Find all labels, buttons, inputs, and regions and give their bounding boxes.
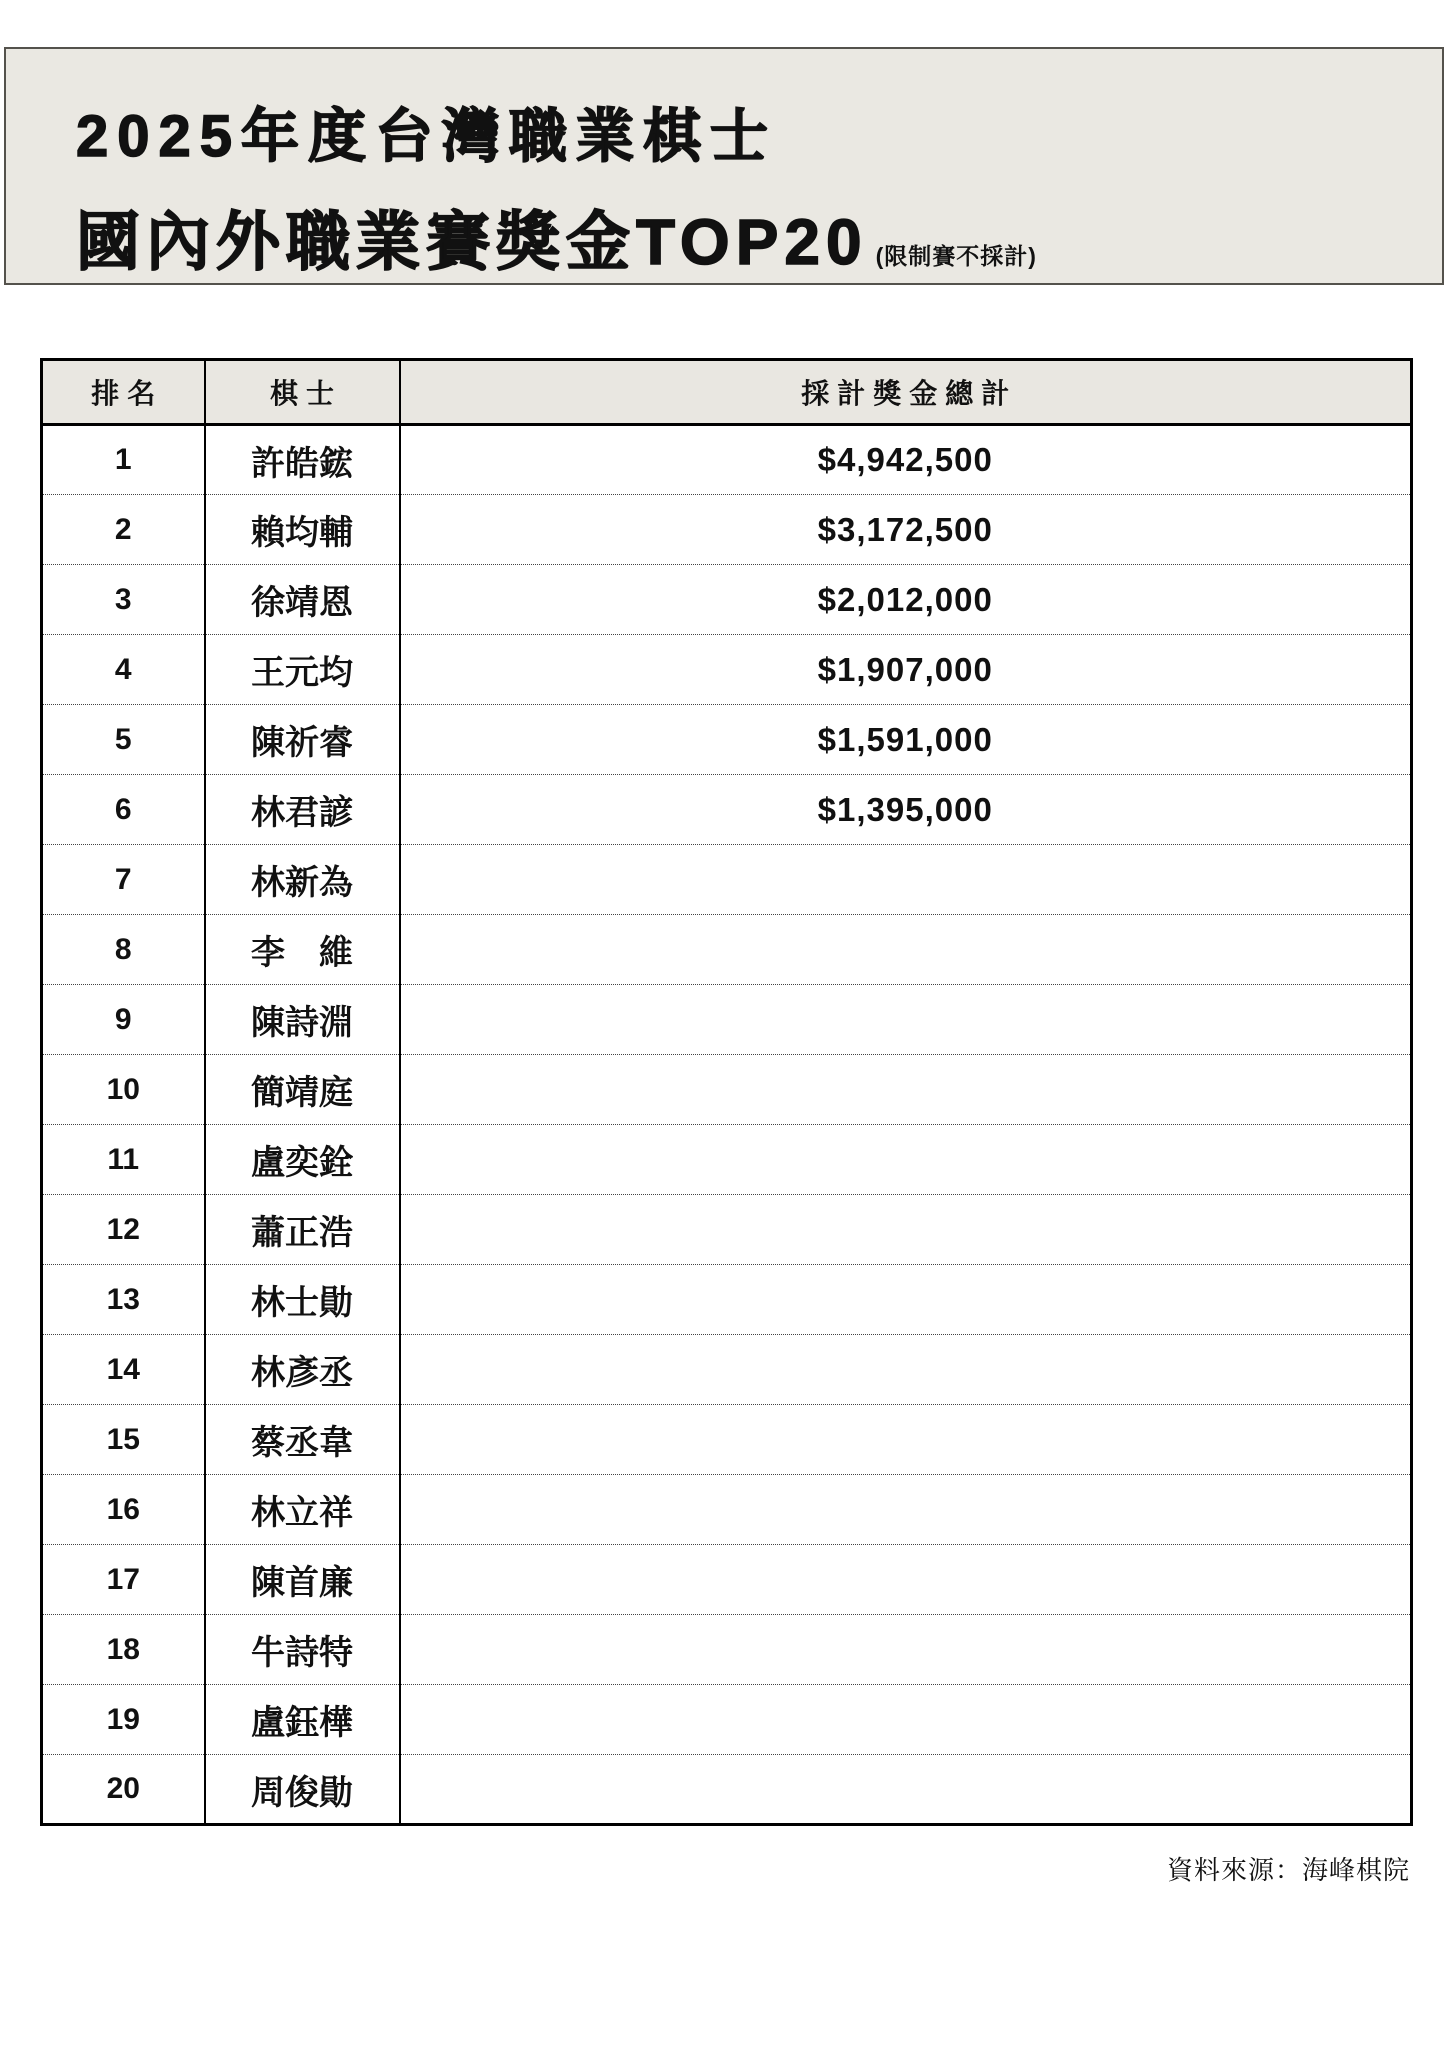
- player-name-cell: 陳詩淵: [205, 985, 400, 1055]
- table-row: [42, 775, 1412, 845]
- rank-cell: 14: [42, 1335, 205, 1405]
- player-name-cell: 許皓鋐: [205, 425, 400, 495]
- player-name-cell: 盧奕銓: [205, 1125, 400, 1195]
- rank-cell: 4: [42, 635, 205, 705]
- table-row: [42, 985, 1412, 1055]
- player-name-cell: 林彥丞: [205, 1335, 400, 1405]
- table-row: [42, 1755, 1412, 1825]
- player-name-cell: 蔡丞韋: [205, 1405, 400, 1475]
- rank-cell: 2: [42, 495, 205, 565]
- player-name-cell: 周俊勛: [205, 1755, 400, 1825]
- player-name-cell: 林立祥: [205, 1475, 400, 1545]
- table-row: [42, 845, 1412, 915]
- prize-amount-cell: [400, 1755, 1412, 1825]
- prize-amount-cell: [400, 1335, 1412, 1405]
- table-row: [42, 635, 1412, 705]
- prize-amount-cell: [400, 1685, 1412, 1755]
- prize-amount-cell: [400, 1265, 1412, 1335]
- player-name-cell: 王元均: [205, 635, 400, 705]
- player-name-cell: 林士勛: [205, 1265, 400, 1335]
- header-prize-total: 採計獎金總計: [400, 360, 1412, 425]
- player-name-cell: 李 維: [205, 915, 400, 985]
- table-row: [42, 705, 1412, 775]
- table-row: [42, 915, 1412, 985]
- rank-cell: 15: [42, 1405, 205, 1475]
- ranking-table: [40, 358, 1413, 1826]
- prize-amount-cell: $1,907,000: [400, 635, 1412, 705]
- prize-amount-cell: [400, 1475, 1412, 1545]
- prize-amount-cell: [400, 915, 1412, 985]
- prize-amount-cell: $1,591,000: [400, 705, 1412, 775]
- prize-amount-cell: $2,012,000: [400, 565, 1412, 635]
- rank-cell: 13: [42, 1265, 205, 1335]
- table-body: [42, 425, 1412, 1825]
- header-row: [42, 360, 1412, 425]
- player-name-cell: 徐靖恩: [205, 565, 400, 635]
- player-name-cell: 盧鈺樺: [205, 1685, 400, 1755]
- prize-amount-cell: [400, 1405, 1412, 1475]
- table-row: [42, 1545, 1412, 1615]
- player-name-cell: 林君諺: [205, 775, 400, 845]
- prize-amount-cell: [400, 1125, 1412, 1195]
- rank-cell: 9: [42, 985, 205, 1055]
- rank-cell: 6: [42, 775, 205, 845]
- rank-cell: 11: [42, 1125, 205, 1195]
- title-note: (限制賽不採計): [875, 243, 1037, 269]
- table-row: [42, 1055, 1412, 1125]
- rank-cell: 16: [42, 1475, 205, 1545]
- table-row: [42, 1335, 1412, 1405]
- prize-amount-cell: $4,942,500: [400, 425, 1412, 495]
- player-name-cell: 賴均輔: [205, 495, 400, 565]
- prize-amount-cell: [400, 1195, 1412, 1265]
- table-row: [42, 1195, 1412, 1265]
- player-name-cell: 林新為: [205, 845, 400, 915]
- rank-cell: 5: [42, 705, 205, 775]
- title-banner: [4, 47, 1444, 285]
- table-row: [42, 1265, 1412, 1335]
- table-row: [42, 1125, 1412, 1195]
- player-name-cell: 簡靖庭: [205, 1055, 400, 1125]
- rank-cell: 8: [42, 915, 205, 985]
- player-name-cell: 牛詩特: [205, 1615, 400, 1685]
- prize-amount-cell: [400, 985, 1412, 1055]
- prize-amount-cell: $3,172,500: [400, 495, 1412, 565]
- table-row: [42, 1405, 1412, 1475]
- player-name-cell: 蕭正浩: [205, 1195, 400, 1265]
- table-row: [42, 425, 1412, 495]
- prize-amount-cell: $1,395,000: [400, 775, 1412, 845]
- table-row: [42, 1615, 1412, 1685]
- rank-cell: 18: [42, 1615, 205, 1685]
- title-line-1: 2025年度台灣職業棋士: [76, 104, 778, 169]
- rank-cell: 1: [114, 443, 132, 476]
- header-rank: 排名: [42, 360, 205, 425]
- header-player: 棋士: [205, 360, 400, 425]
- title-line-2: 國內外職業賽獎金TOP20: [76, 206, 868, 278]
- prize-amount-cell: [400, 1545, 1412, 1615]
- rank-cell: 19: [42, 1685, 205, 1755]
- table-row: [42, 565, 1412, 635]
- rank-cell: 20: [42, 1755, 205, 1825]
- title-line-2-wrap: [76, 191, 1442, 283]
- prize-amount-cell: [400, 1615, 1412, 1685]
- data-source-note: 資料來源：海峰棋院: [1166, 1855, 1410, 1885]
- rank-cell: 10: [42, 1055, 205, 1125]
- player-name-cell: 陳祈睿: [205, 705, 400, 775]
- table-row: [42, 495, 1412, 565]
- prize-amount-cell: [400, 845, 1412, 915]
- rank-cell: 7: [42, 845, 205, 915]
- rank-cell: 3: [42, 565, 205, 635]
- player-name-cell: 陳首廉: [205, 1545, 400, 1615]
- rank-cell: 17: [42, 1545, 205, 1615]
- prize-amount-cell: [400, 1055, 1412, 1125]
- table-row: [42, 1475, 1412, 1545]
- table-row: [42, 1685, 1412, 1755]
- rank-cell: 12: [42, 1195, 205, 1265]
